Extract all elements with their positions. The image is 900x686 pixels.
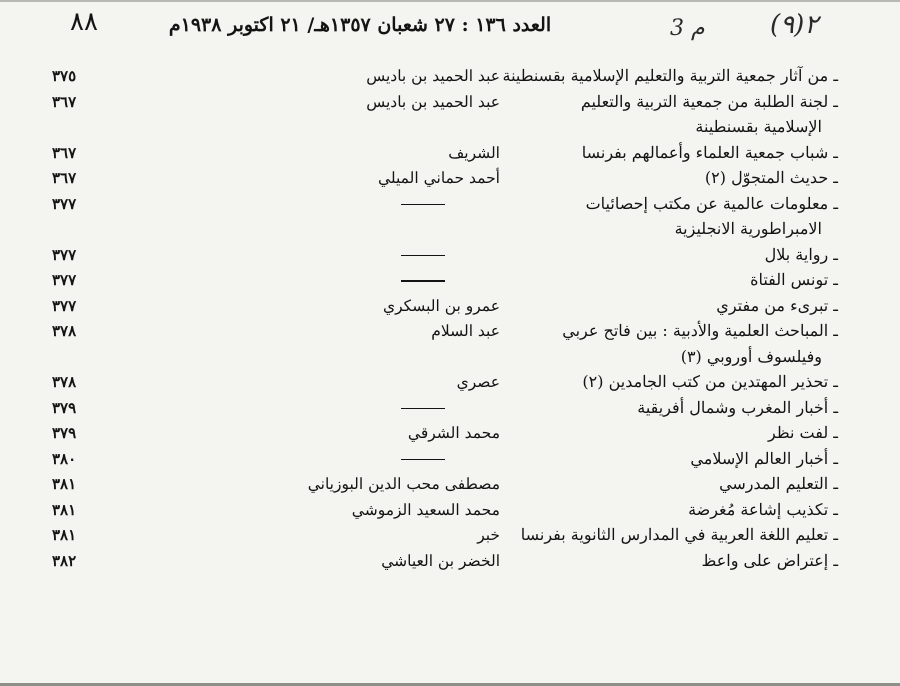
list-item — [0, 64, 900, 90]
entry-title: ـ المباحث العلمية والأدبية : بين فاتح عربي — [562, 321, 838, 340]
entry-line — [0, 294, 900, 320]
entry-line — [0, 319, 900, 345]
list-item — [0, 498, 900, 524]
author-dash — [401, 255, 445, 257]
entry-line — [0, 370, 900, 396]
entry-title: ـ من آثار جمعية التربية والتعليم الإسلامية بقسنطينة — [502, 66, 838, 85]
entry-author: عبد السلام — [431, 322, 500, 340]
entry-page-number: ٣٦٧ — [52, 169, 77, 187]
entry-line — [0, 523, 900, 549]
entry-page-number: ٣٨٠ — [52, 449, 77, 468]
entry-page-number: ٣٧٧ — [52, 296, 77, 315]
page-number: ٨٨ — [70, 7, 98, 37]
author-dash — [401, 459, 445, 461]
entry-author: مصطفى محب الدين البوزياني — [307, 475, 500, 493]
list-item — [0, 549, 900, 575]
entry-author: عبد الحميد بن باديس — [366, 67, 500, 85]
entry-page-number: ٣٨١ — [52, 475, 77, 493]
entry-author: محمد السعيد الزموشي — [351, 500, 500, 519]
entry-line — [0, 472, 900, 498]
top-border — [0, 0, 900, 2]
entry-title: ـ تونس الفتاة — [750, 270, 838, 289]
entry-page-number: ٣٧٨ — [52, 322, 77, 340]
entry-title: ـ حديث المتجوّل (٢) — [704, 168, 838, 187]
entry-title: ـ تبرىء من مفتري — [716, 295, 838, 315]
entry-line — [0, 396, 900, 422]
list-item — [0, 523, 900, 549]
list-item — [0, 90, 900, 141]
list-item — [0, 370, 900, 396]
entry-page-number: ٣٨١ — [52, 500, 77, 519]
entry-title: ـ لجنة الطلبة من جمعية التربية والتعليم — [580, 91, 838, 111]
list-item — [0, 447, 900, 473]
handwritten-note: 3 م — [670, 16, 705, 41]
entry-line — [0, 549, 900, 575]
entry-line — [0, 268, 900, 294]
entry-title: ـ تحذير المهتدين من كتب الجامدين (٢) — [582, 372, 838, 391]
entry-line — [0, 243, 900, 269]
entry-title: ـ إعتراض على واعظ — [701, 550, 838, 570]
entry-line — [0, 141, 900, 167]
author-dash — [401, 280, 445, 282]
entry-author: عمرو بن البسكري — [383, 296, 500, 315]
author-dash — [401, 204, 445, 206]
issue-header: العدد ١٣٦ : ٢٧ شعبان ١٣٥٧هـ/ ٢١ اكتوبر ١٩٣٨م — [168, 14, 552, 36]
list-item — [0, 192, 900, 243]
entry-line — [0, 64, 900, 90]
entry-author: أحمد حماني الميلي — [377, 169, 500, 187]
author-dash — [401, 408, 445, 410]
list-item — [0, 396, 900, 422]
entry-author: محمد الشرقي — [407, 424, 500, 442]
entry-page-number: ٣٦٧ — [52, 92, 77, 111]
entry-title: ـ رواية بلال — [764, 244, 838, 264]
entry-page-number: ٣٧٩ — [52, 398, 77, 417]
entry-page-number: ٣٧٩ — [52, 424, 77, 442]
entry-line — [0, 345, 900, 371]
entry-page-number: ٣٧٥ — [52, 67, 77, 85]
entry-page-number: ٣٨١ — [52, 526, 77, 544]
entry-page-number: ٣٧٧ — [52, 271, 77, 289]
entry-author: خبر — [477, 526, 500, 544]
list-item — [0, 243, 900, 269]
list-item — [0, 421, 900, 447]
entry-line — [0, 90, 900, 116]
entry-line — [0, 447, 900, 473]
entry-line — [0, 166, 900, 192]
list-item — [0, 472, 900, 498]
handwritten-mark: ٢(٩) — [770, 10, 819, 40]
entry-title: ـ التعليم المدرسي — [719, 474, 838, 493]
list-item — [0, 319, 900, 370]
list-item — [0, 141, 900, 167]
entry-page-number: ٣٦٧ — [52, 143, 77, 162]
entry-title-continuation: الإسلامية بقسنطينة — [695, 117, 822, 136]
entry-author: عصري — [456, 373, 500, 391]
entry-title: ـ تعليم اللغة العربية في المدارس الثانوية بفرنسا — [520, 525, 838, 544]
table-of-contents — [0, 64, 900, 574]
list-item — [0, 166, 900, 192]
entry-line — [0, 421, 900, 447]
entry-title: ـ تكذيب إشاعة مُغرضة — [688, 499, 838, 519]
list-item — [0, 268, 900, 294]
entry-page-number: ٣٧٧ — [52, 245, 77, 264]
entry-line — [0, 498, 900, 524]
entry-title: ـ معلومات عالمية عن مكتب إحصائيات — [585, 193, 838, 213]
entry-author: الشريف — [448, 143, 500, 162]
entry-line — [0, 115, 900, 141]
entry-title-continuation: وفيلسوف أوروبي (٣) — [680, 346, 822, 366]
entry-page-number: ٣٧٨ — [52, 373, 77, 391]
entry-page-number: ٣٧٧ — [52, 194, 77, 213]
entry-title: ـ أخبار العالم الإسلامي — [690, 448, 838, 468]
entry-title: ـ لفت نظر — [768, 423, 838, 442]
entry-author: الخضر بن العياشي — [381, 551, 500, 570]
entry-title: ـ أخبار المغرب وشمال أفريقية — [637, 397, 838, 417]
entry-title-continuation: الامبراطورية الانجليزية — [674, 219, 822, 238]
entry-line — [0, 217, 900, 243]
entry-title: ـ شباب جمعية العلماء وأعمالهم بفرنسا — [581, 142, 838, 162]
entry-page-number: ٣٨٢ — [52, 551, 77, 570]
entry-line — [0, 192, 900, 218]
list-item — [0, 294, 900, 320]
entry-author: عبد الحميد بن باديس — [366, 92, 500, 111]
